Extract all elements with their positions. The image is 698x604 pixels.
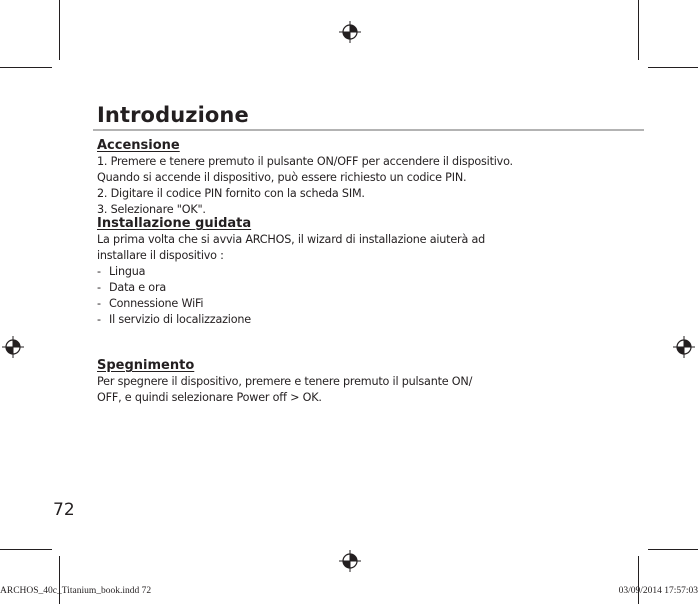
section-installazione-guidata (97, 216, 645, 328)
paragraph-line: 3. Selezionare "OK". (97, 203, 206, 216)
crop-mark (59, 556, 60, 604)
slug-filename: ARCHOS_40c_Titanium_book.indd 72 (0, 586, 152, 596)
registration-mark-icon (339, 21, 361, 43)
chapter-title: Introduzione (97, 103, 249, 127)
crop-mark (648, 67, 698, 68)
crop-mark (0, 549, 52, 550)
list-item (97, 296, 645, 312)
title-rule (93, 129, 644, 131)
section-heading: Accensione (97, 138, 180, 153)
paragraph-line: 2. Digitare il codice PIN fornito con la scheda SIM. (97, 187, 365, 200)
list-item-label: Il servizio di localizzazione (109, 313, 251, 326)
paragraph-line: OFF, e quindi selezionare Power off > OK. (97, 391, 322, 404)
section-heading: Installazione guidata (97, 216, 252, 231)
list-item (97, 280, 645, 296)
bullet-dash: - (97, 297, 101, 310)
paragraph-line: Per spegnere il dispositivo, premere e tenere premuto il pulsante ON/ (97, 375, 473, 388)
paragraph-line: 1. Premere e tenere premuto il pulsante ON/OFF per accendere il dispositivo. (97, 155, 513, 168)
bullet-dash: - (97, 281, 101, 294)
list-item (97, 264, 645, 280)
crop-mark (638, 0, 639, 60)
registration-mark-icon (2, 336, 24, 358)
section-heading: Spegnimento (97, 358, 195, 373)
paragraph-line: La prima volta che si avvia ARCHOS, il wizard di installazione aiuterà ad (97, 233, 486, 246)
page-header (97, 102, 645, 128)
list-item (97, 312, 645, 328)
registration-mark-icon (673, 336, 695, 358)
paragraph-line: installare il dispositivo : (97, 249, 224, 262)
crop-mark (0, 67, 52, 68)
section-accensione (97, 138, 645, 218)
paragraph-line: Quando si accende il dispositivo, può essere richiesto un codice PIN. (97, 171, 467, 184)
bullet-dash: - (97, 313, 101, 326)
crop-mark (648, 549, 698, 550)
list-item-label: Connessione WiFi (109, 297, 204, 310)
page-number: 72 (53, 500, 75, 520)
crop-mark (59, 0, 60, 60)
bullet-dash: - (97, 265, 101, 278)
slug-timestamp: 03/09/2014 17:57:03 (618, 586, 698, 596)
list-item-label: Data e ora (109, 281, 167, 294)
registration-mark-icon (339, 550, 361, 572)
crop-mark (638, 556, 639, 604)
section-spegnimento (97, 358, 645, 406)
list-item-label: Lingua (109, 265, 146, 278)
